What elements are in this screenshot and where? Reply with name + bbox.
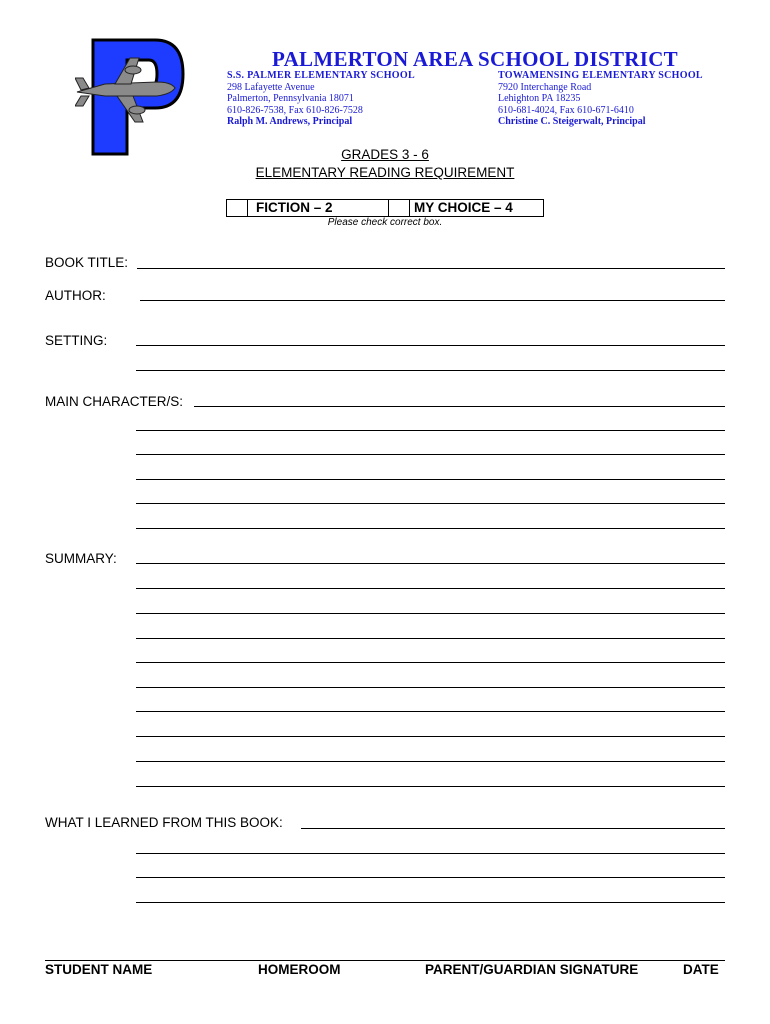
main-characters-line[interactable] xyxy=(136,430,725,431)
fiction-label: FICTION – 2 xyxy=(256,200,333,215)
school-address-line1: 298 Lafayette Avenue xyxy=(227,81,315,93)
school-name: TOWAMENSING ELEMENTARY SCHOOL xyxy=(498,70,703,81)
author-line[interactable] xyxy=(140,300,725,301)
learned-line[interactable] xyxy=(136,853,725,854)
learned-line[interactable] xyxy=(136,902,725,903)
school-principal: Christine C. Steigerwalt, Principal xyxy=(498,116,646,127)
main-characters-line[interactable] xyxy=(136,503,725,504)
school-address-line2: Palmerton, Pennsylvania 18071 xyxy=(227,93,354,104)
main-characters-line[interactable] xyxy=(136,454,725,455)
form-title-requirement: ELEMENTARY READING REQUIREMENT xyxy=(255,165,515,180)
school-info-palmer xyxy=(227,70,415,128)
main-characters-label: MAIN CHARACTER/S: xyxy=(45,394,184,409)
school-name: S.S. PALMER ELEMENTARY SCHOOL xyxy=(227,70,415,81)
author-label: AUTHOR: xyxy=(45,288,106,303)
summary-label: SUMMARY: xyxy=(45,551,117,566)
fiction-checkbox[interactable] xyxy=(227,200,248,216)
school-principal: Ralph M. Andrews, Principal xyxy=(227,116,353,127)
book-title-line[interactable] xyxy=(137,268,725,269)
setting-line[interactable] xyxy=(136,370,725,371)
school-logo xyxy=(75,38,185,158)
main-characters-line[interactable] xyxy=(194,406,725,407)
form-title-grades: GRADES 3 - 6 xyxy=(341,147,429,162)
summary-line[interactable] xyxy=(136,736,725,737)
summary-line[interactable] xyxy=(136,613,725,614)
airplane-p-logo-icon xyxy=(75,38,185,158)
summary-line[interactable] xyxy=(136,588,725,589)
setting-label: SETTING: xyxy=(45,333,108,348)
book-title-label: BOOK TITLE: xyxy=(45,255,129,270)
summary-line[interactable] xyxy=(136,711,725,712)
school-address-line2: Lehighton PA 18235 xyxy=(498,93,581,104)
learned-line[interactable] xyxy=(301,828,725,829)
main-characters-line[interactable] xyxy=(136,479,725,480)
main-characters-line[interactable] xyxy=(136,528,725,529)
homeroom-label: HOMEROOM xyxy=(258,962,341,977)
summary-line[interactable] xyxy=(136,638,725,639)
choice-box xyxy=(226,199,544,217)
school-info-towamensing xyxy=(498,70,703,128)
my-choice-checkbox[interactable] xyxy=(388,200,410,216)
district-name: PALMERTON AREA SCHOOL DISTRICT xyxy=(272,47,678,71)
summary-line[interactable] xyxy=(136,662,725,663)
school-phone: 610-826-7538, Fax 610-826-7528 xyxy=(227,104,363,116)
setting-line[interactable] xyxy=(136,345,725,346)
learned-label: WHAT I LEARNED FROM THIS BOOK: xyxy=(45,815,283,830)
my-choice-label: MY CHOICE – 4 xyxy=(414,200,513,215)
check-instruction: Please check correct box. xyxy=(327,217,443,228)
summary-line[interactable] xyxy=(136,563,725,564)
summary-line[interactable] xyxy=(136,761,725,762)
date-label: DATE xyxy=(683,962,719,977)
school-phone: 610-681-4024, Fax 610-671-6410 xyxy=(498,104,634,116)
parent-signature-label: PARENT/GUARDIAN SIGNATURE xyxy=(425,962,639,977)
student-name-label: STUDENT NAME xyxy=(45,962,153,977)
summary-line[interactable] xyxy=(136,687,725,688)
learned-line[interactable] xyxy=(136,877,725,878)
school-address-line1: 7920 Interchange Road xyxy=(498,81,592,93)
signature-line[interactable] xyxy=(45,960,725,961)
summary-line[interactable] xyxy=(136,786,725,787)
